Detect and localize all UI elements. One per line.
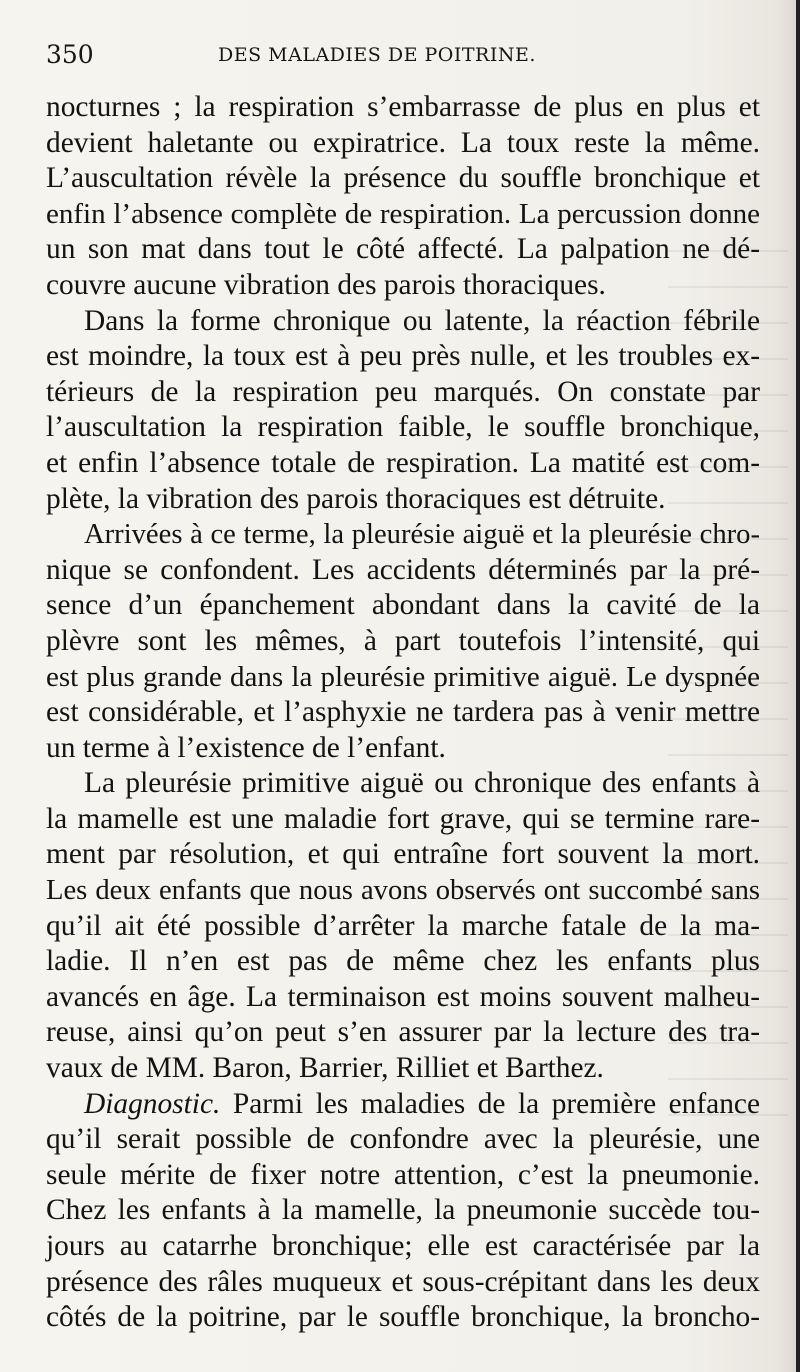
text-line <box>46 837 760 873</box>
line-text: l’auscultation la respiration faible, le souffle bronchique, <box>46 411 760 444</box>
text-line <box>46 1300 760 1336</box>
line-text: seule mérite de fixer notre attention, c’est la pneumonie. <box>46 1158 760 1191</box>
text-line <box>46 1051 760 1087</box>
text-line <box>46 197 760 233</box>
text-line <box>46 909 760 945</box>
line-text: est plus grande dans la pleurésie primitive aiguë. Le dyspnée <box>46 660 760 693</box>
body-text <box>46 90 760 1336</box>
text-line <box>46 802 760 838</box>
line-text: térieurs de la respiration peu marqués. On constate par <box>46 375 760 408</box>
text-line <box>46 766 760 802</box>
line-text: présence des râles muqueux et sous-crépitant dans les deux <box>46 1265 760 1298</box>
line-text: côtés de la poitrine, par le souffle bronchique, la broncho- <box>46 1301 760 1334</box>
text-line <box>46 482 760 518</box>
line-text: et enfin l’absence totale de respiration. La matité est com- <box>46 446 760 479</box>
text-line <box>46 161 760 197</box>
text-line <box>46 1015 760 1051</box>
text-line <box>46 339 760 375</box>
text-line <box>46 268 760 304</box>
page-edge <box>796 0 800 1372</box>
line-text: Dans la forme chronique ou latente, la réaction fébrile <box>84 304 760 337</box>
line-text: Parmi les maladies de la première enfance <box>232 1087 760 1120</box>
text-line <box>46 1193 760 1229</box>
line-text: est considérable, et l’asphyxie ne tardera pas à venir mettre <box>46 696 760 729</box>
line-text: couvre aucune vibration des parois thoraciques. <box>46 268 606 301</box>
text-line <box>46 980 760 1016</box>
text-line <box>46 553 760 589</box>
text-line <box>46 126 760 162</box>
line-text: la mamelle est une maladie fort grave, qui se termine rare- <box>46 802 760 835</box>
text-line <box>46 873 760 909</box>
line-text: nocturnes ; la respiration s’embarrasse de plus en plus et <box>46 91 760 123</box>
text-line <box>46 624 760 660</box>
text-line <box>46 1265 760 1301</box>
running-head: DES MALADIES DE POITRINE. <box>218 44 536 66</box>
line-text: qu’il serait possible de confondre avec la pleurésie, une <box>46 1123 760 1156</box>
text-line <box>46 375 760 411</box>
text-line <box>46 446 760 482</box>
line-text: enfin l’absence complète de respiration. La percussion donne <box>46 197 760 230</box>
text-line <box>46 660 760 696</box>
line-text: L’auscultation révèle la présence du souffle bronchique et <box>46 162 760 195</box>
line-text: Les deux enfants que nous avons observés ont succombé sans <box>46 875 760 907</box>
line-text: un son mat dans tout le côté affecté. La palpation ne dé- <box>46 233 760 266</box>
text-line <box>46 1122 760 1158</box>
line-text: qu’il ait été possible d’arrêter la marche fatale de la ma- <box>46 909 760 942</box>
line-text: un terme à l’existence de l’enfant. <box>46 731 446 764</box>
text-line <box>46 232 760 268</box>
line-text: jours au catarrhe bronchique; elle est caractérisée par la <box>46 1230 760 1262</box>
line-text: Chez les enfants à la mamelle, la pneumonie succède tou- <box>46 1194 760 1227</box>
text-line <box>46 410 760 446</box>
text-line <box>46 695 760 731</box>
line-text: ment par résolution, et qui entraîne fort souvent la mort. <box>46 838 760 871</box>
line-text: est moindre, la toux est à peu près nulle, et les troubles ex- <box>46 340 760 373</box>
text-line <box>46 1158 760 1194</box>
text-line <box>46 1087 760 1123</box>
line-text: devient haletante ou expiratrice. La toux reste la même. <box>46 126 760 159</box>
text-line <box>46 944 760 980</box>
text-line <box>46 1229 760 1265</box>
line-text: Arrivées à ce terme, la pleurésie aiguë et la pleurésie chro- <box>84 519 760 551</box>
page-header <box>46 40 746 76</box>
line-text: plète, la vibration des parois thoraciques est détruite. <box>46 482 666 515</box>
line-text: ladie. Il n’en est pas de même chez les enfants plus <box>46 945 760 978</box>
text-line <box>46 304 760 340</box>
line-text: avancés en âge. La terminaison est moins souvent malheu- <box>46 980 760 1013</box>
text-line <box>46 90 760 126</box>
line-text: nique se confondent. Les accidents déterminés par la pré- <box>46 553 760 586</box>
line-text: sence d’un épanchement abondant dans la cavité de la <box>46 589 760 622</box>
line-text: vaux de MM. Baron, Barrier, Rilliet et Barthez. <box>46 1052 604 1085</box>
line-text: plèvre sont les mêmes, à part toutefois l’intensité, qui <box>46 624 760 657</box>
line-text: reuse, ainsi qu’on peut s’en assurer par la lecture des tra- <box>46 1016 760 1049</box>
text-line <box>46 731 760 767</box>
text-line <box>46 588 760 624</box>
line-text: La pleurésie primitive aiguë ou chronique des enfants à <box>84 767 760 800</box>
section-lead: Diagnostic. <box>84 1087 221 1120</box>
text-line <box>46 517 760 553</box>
page-number: 350 <box>46 40 94 69</box>
